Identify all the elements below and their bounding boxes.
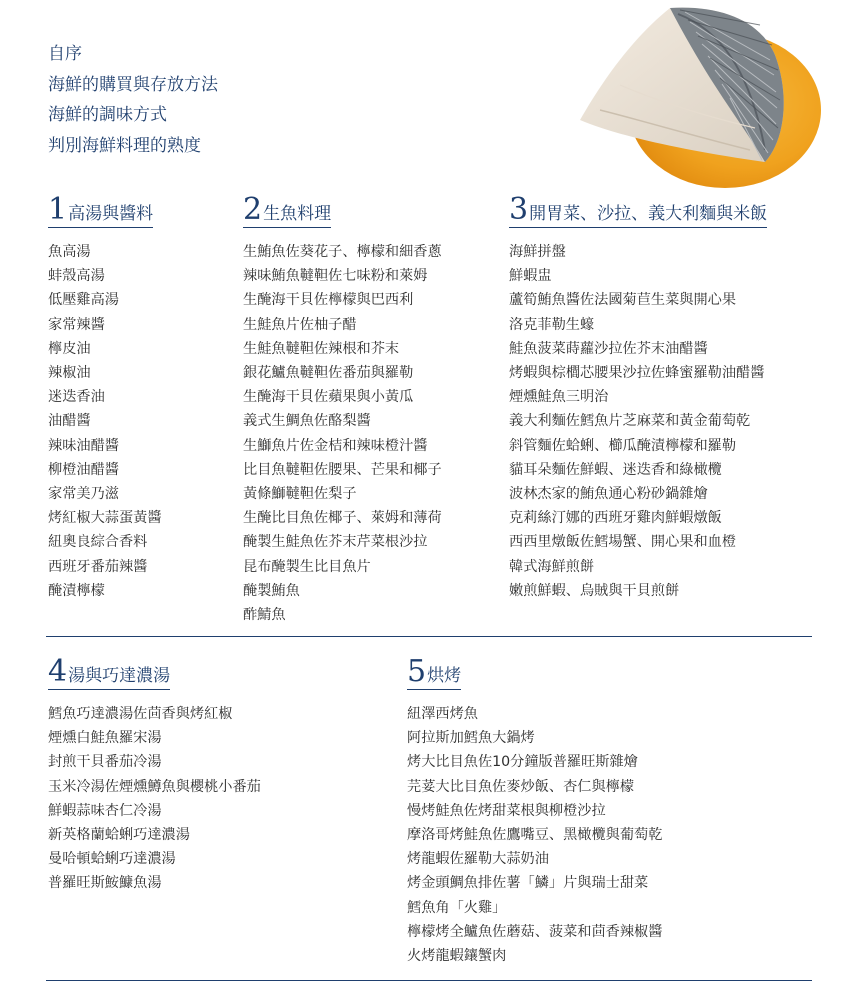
list-item[interactable]: 義式生鯛魚佐酪梨醬 [243, 413, 371, 430]
list-item[interactable]: 醃製鮪魚 [243, 582, 300, 599]
list-item[interactable]: 韓式海鮮煎餅 [509, 558, 595, 575]
list-item[interactable]: 火烤龍蝦鑲蟹肉 [407, 948, 507, 965]
section-number: 2 [243, 192, 263, 227]
list-item[interactable]: 檸皮油 [48, 340, 91, 357]
section-title: 生魚料理 [263, 204, 332, 224]
section-appetizers-salads-pasta-rice [509, 192, 768, 603]
list-item[interactable]: 家常辣醬 [48, 316, 105, 333]
section-title: 湯與巧達濃湯 [68, 666, 171, 686]
intro-link-seasoning[interactable]: 海鮮的調味方式 [48, 105, 167, 125]
list-item[interactable]: 封煎干貝番茄冷湯 [48, 754, 162, 771]
section-raw-fish [243, 192, 442, 627]
list-item[interactable]: 醃製生鮭魚佐芥末芹菜根沙拉 [243, 534, 428, 551]
list-item[interactable]: 紐奧良綜合香料 [48, 534, 148, 551]
list-item[interactable]: 蚌殼高湯 [48, 268, 105, 285]
list-item[interactable]: 玉米冷湯佐煙燻鱒魚與櫻桃小番茄 [48, 778, 261, 795]
list-item[interactable]: 烤紅椒大蒜蛋黃醬 [48, 510, 162, 527]
list-item[interactable]: 烤龍蝦佐羅勒大蒜奶油 [407, 851, 549, 868]
section-number: 1 [48, 192, 68, 227]
list-item[interactable]: 銀花鱸魚韃靼佐番茄與羅勒 [243, 365, 414, 382]
list-item[interactable]: 醃漬檸檬 [48, 582, 105, 599]
section-number: 4 [48, 654, 68, 689]
list-item[interactable]: 生鮪魚佐葵花子、檸檬和細香蔥 [243, 244, 442, 260]
recipe-list [243, 240, 442, 627]
list-item[interactable]: 慢烤鮭魚佐烤甜菜根與柳橙沙拉 [407, 802, 606, 819]
section-stocks-sauces [48, 192, 162, 603]
list-item[interactable]: 西班牙番茄辣醬 [48, 558, 148, 575]
section-heading[interactable] [243, 192, 332, 228]
section-number: 3 [509, 192, 529, 227]
list-item[interactable]: 克莉絲汀娜的西班牙雞肉鮮蝦燉飯 [509, 510, 722, 527]
list-item[interactable]: 家常美乃滋 [48, 486, 119, 503]
list-item[interactable]: 新英格蘭蛤蜊巧達濃湯 [48, 827, 190, 844]
list-item[interactable]: 斜管麵佐蛤蜊、櫛瓜醃漬檸檬和羅勒 [509, 437, 737, 454]
list-item[interactable]: 芫荽大比目魚佐麥炒飯、杏仁與檸檬 [407, 778, 635, 795]
intro-link-doneness[interactable]: 判別海鮮料理的熟度 [48, 135, 201, 156]
list-item[interactable]: 鱈魚角「火雞」 [407, 899, 507, 916]
list-item[interactable]: 摩洛哥烤鮭魚佐鷹嘴豆、黑橄欖與葡萄乾 [407, 827, 663, 844]
list-item[interactable]: 海鮮拼盤 [509, 244, 566, 260]
list-item[interactable]: 油醋醬 [48, 413, 91, 430]
list-item[interactable]: 鱈魚巧達濃湯佐茴香與烤紅椒 [48, 706, 233, 722]
list-item[interactable]: 烤蝦與棕櫚芯腰果沙拉佐蜂蜜羅勒油醋醬 [509, 365, 765, 382]
list-item[interactable]: 辣味油醋醬 [48, 437, 119, 454]
bottom-divider [46, 980, 812, 981]
list-item[interactable]: 低壓雞高湯 [48, 292, 119, 309]
list-item[interactable]: 比目魚韃靼佐腰果、芒果和椰子 [243, 461, 442, 478]
recipe-list [407, 702, 662, 968]
section-soups-chowders [48, 654, 261, 896]
list-item[interactable]: 生鮭魚韃靼佐辣根和芥末 [243, 340, 400, 357]
section-divider [46, 636, 812, 637]
list-item[interactable]: 貓耳朵麵佐鮮蝦、迷迭香和綠橄欖 [509, 461, 722, 478]
section-heading[interactable] [48, 654, 171, 690]
section-title: 高湯與醬料 [68, 204, 154, 224]
list-item[interactable]: 辣味鮪魚韃靼佐七味粉和萊姆 [243, 268, 428, 285]
section-title: 開胃菜、沙拉、義大利麵與米飯 [529, 204, 768, 224]
list-item[interactable]: 嫩煎鮮蝦、烏賊與干貝煎餅 [509, 582, 680, 599]
list-item[interactable]: 鮭魚菠菜蒔蘿沙拉佐芥末油醋醬 [509, 340, 708, 357]
list-item[interactable]: 辣椒油 [48, 365, 91, 382]
list-item[interactable]: 生醃海干貝佐檸檬與巴西利 [243, 292, 414, 309]
section-roasting [407, 654, 663, 968]
list-item[interactable]: 普羅旺斯鮟鱇魚湯 [48, 875, 162, 892]
recipe-list [48, 702, 261, 896]
intro-link-buying-storing[interactable]: 海鮮的購買與存放方法 [48, 74, 218, 95]
list-item[interactable]: 昆布醃製生比目魚片 [243, 558, 371, 575]
section-heading[interactable] [48, 192, 154, 228]
section-heading[interactable] [407, 654, 462, 690]
list-item[interactable]: 蘆筍鮪魚醬佐法國菊苣生菜與開心果 [509, 292, 737, 309]
list-item[interactable]: 義大利麵佐鱈魚片芝麻菜和黃金葡萄乾 [509, 413, 751, 430]
list-item[interactable]: 生鮭魚片佐柚子醋 [243, 316, 357, 333]
list-item[interactable]: 烤大比目魚佐10分鐘版普羅旺斯雜燴 [407, 754, 638, 771]
list-item[interactable]: 迷迭香油 [48, 389, 105, 406]
intro-link-preface[interactable]: 自序 [48, 44, 82, 64]
list-item[interactable]: 柳橙油醋醬 [48, 461, 119, 478]
fish-fillet-image [560, 0, 822, 190]
list-item[interactable]: 波林杰家的鮪魚通心粉砂鍋雜燴 [509, 486, 708, 503]
list-item[interactable]: 西西里燉飯佐鱈場蟹、開心果和血橙 [509, 534, 737, 551]
list-item[interactable]: 黃條鰤韃靼佐梨子 [243, 486, 357, 503]
list-item[interactable]: 鮮蝦盅 [509, 268, 552, 285]
list-item[interactable]: 鮮蝦蒜味杏仁冷湯 [48, 802, 162, 819]
list-item[interactable]: 洛克菲勒生蠔 [509, 316, 595, 333]
list-item[interactable]: 煙燻鮭魚三明治 [509, 389, 609, 406]
list-item[interactable]: 紐澤西烤魚 [407, 706, 478, 722]
list-item[interactable]: 生醃比目魚佐椰子、萊姆和薄荷 [243, 510, 442, 527]
list-item[interactable]: 生鰤魚片佐金桔和辣味橙汁醬 [243, 437, 428, 454]
list-item[interactable]: 生醃海干貝佐蘋果與小黃瓜 [243, 389, 414, 406]
section-title: 烘烤 [427, 666, 462, 686]
list-item[interactable]: 檸檬烤全鱸魚佐蘑菇、菠菜和茴香辣椒醬 [407, 923, 663, 940]
list-item[interactable]: 曼哈頓蛤蜊巧達濃湯 [48, 851, 176, 868]
list-item[interactable]: 阿拉斯加鱈魚大鍋烤 [407, 730, 535, 747]
list-item[interactable]: 酢鯖魚 [243, 607, 286, 624]
recipe-list [509, 240, 767, 603]
intro-links [48, 39, 218, 161]
list-item[interactable]: 烤金頭鯛魚排佐薯「鱗」片與瑞士甜菜 [407, 875, 649, 892]
list-item[interactable]: 魚高湯 [48, 244, 91, 260]
section-number: 5 [407, 654, 427, 689]
recipe-list [48, 240, 162, 603]
list-item[interactable]: 煙燻白鮭魚羅宋湯 [48, 730, 162, 747]
section-heading[interactable] [509, 192, 768, 228]
